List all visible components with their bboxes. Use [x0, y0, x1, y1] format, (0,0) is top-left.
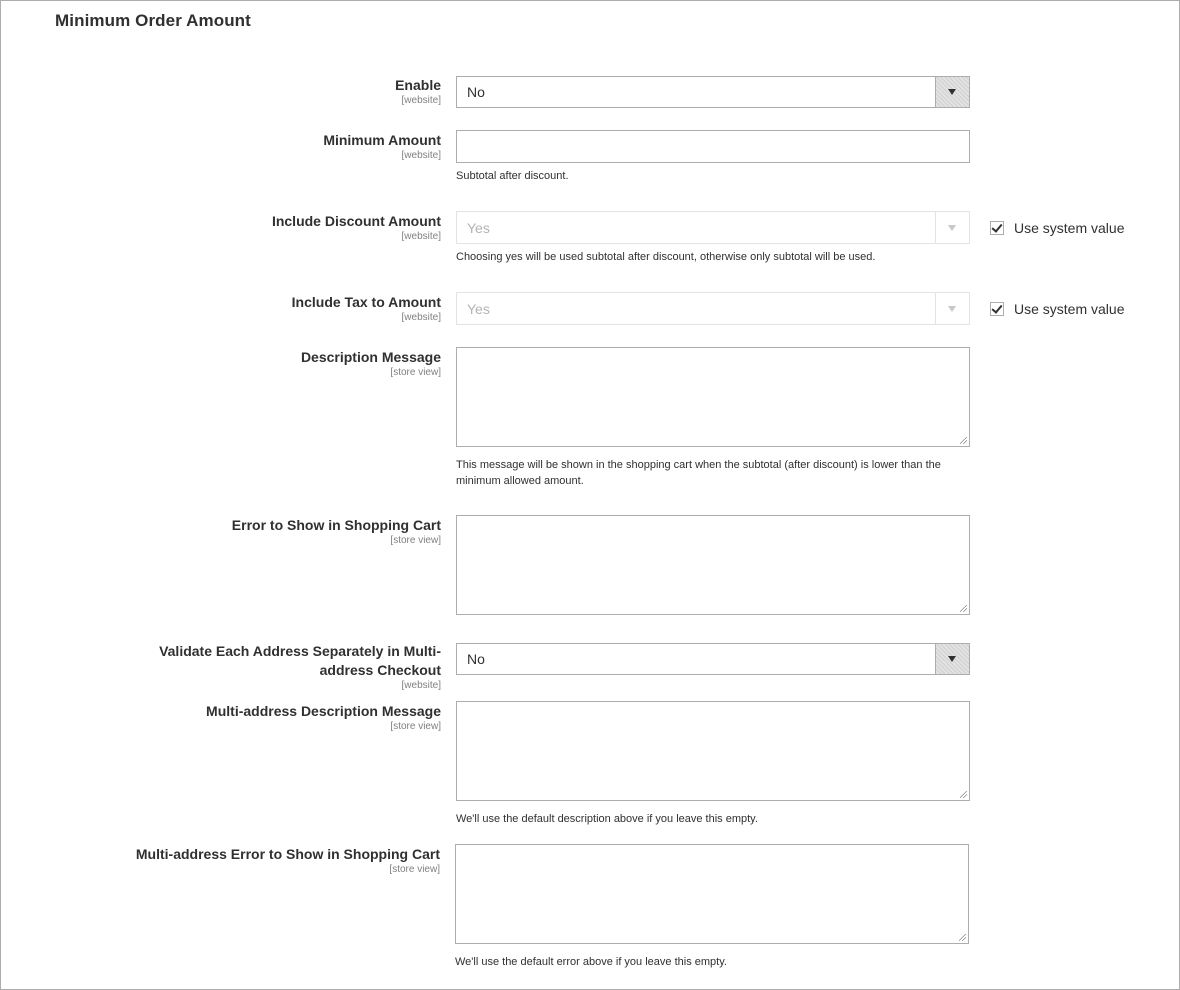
include-tax-use-system-checkbox[interactable]	[990, 302, 1004, 316]
include-tax-use-system-label[interactable]: Use system value	[1014, 301, 1125, 317]
resize-grip-icon[interactable]	[960, 437, 967, 444]
minimum-amount-note: Subtotal after discount.	[456, 170, 569, 182]
resize-grip-icon[interactable]	[960, 605, 967, 612]
validate-each-address-label: Validate Each Address Separately in Multi-address Checkout	[159, 643, 441, 678]
enable-select[interactable]	[456, 76, 970, 108]
include-discount-select-toggle[interactable]	[935, 212, 969, 243]
include-discount-select[interactable]	[456, 211, 970, 244]
multi-error-scope: [store view]	[389, 864, 440, 875]
description-message-scope: [store view]	[390, 367, 441, 378]
enable-select-toggle[interactable]	[935, 77, 969, 107]
error-message-textarea[interactable]	[456, 515, 970, 615]
resize-grip-icon[interactable]	[960, 791, 967, 798]
multi-description-note: We'll use the default description above if you leave this empty.	[456, 813, 758, 825]
multi-error-label: Multi-address Error to Show in Shopping Cart	[135, 846, 440, 862]
error-message-label: Error to Show in Shopping Cart	[231, 517, 441, 533]
include-tax-select-value: Yes	[467, 301, 490, 317]
multi-error-textarea[interactable]	[455, 844, 969, 944]
include-discount-select-value: Yes	[467, 220, 490, 236]
description-message-note: This message will be shown in the shopping cart when the subtotal (after discount) is lower than the minimum allowed amount.	[456, 459, 941, 487]
include-discount-use-system-label[interactable]: Use system value	[1014, 220, 1125, 236]
multi-error-note: We'll use the default error above if you leave this empty.	[455, 956, 727, 968]
checkmark-icon	[991, 302, 1002, 314]
chevron-down-icon	[948, 656, 956, 662]
include-tax-use-system[interactable]	[990, 300, 1124, 318]
multi-description-textarea[interactable]	[456, 701, 970, 801]
description-message-textarea[interactable]	[456, 347, 970, 447]
multi-description-label: Multi-address Description Message	[206, 703, 441, 719]
multi-description-scope: [store view]	[390, 721, 441, 732]
checkmark-icon	[991, 221, 1002, 233]
resize-grip-icon[interactable]	[959, 934, 966, 941]
section-title[interactable]: Minimum Order Amount	[55, 11, 251, 30]
chevron-down-icon	[948, 89, 956, 95]
include-discount-use-system-checkbox[interactable]	[990, 221, 1004, 235]
include-discount-use-system[interactable]	[990, 219, 1124, 237]
include-tax-scope: [website]	[401, 312, 441, 323]
validate-each-address-select[interactable]	[456, 643, 970, 675]
include-discount-label: Include Discount Amount	[271, 213, 441, 229]
include-tax-select-toggle[interactable]	[935, 293, 969, 324]
validate-each-address-scope: [website]	[401, 680, 441, 691]
minimum-amount-input[interactable]	[456, 130, 970, 163]
enable-select-value: No	[467, 84, 485, 100]
minimum-amount-scope: [website]	[401, 150, 441, 161]
include-tax-select[interactable]	[456, 292, 970, 325]
enable-label: Enable	[395, 77, 441, 93]
include-tax-label: Include Tax to Amount	[291, 294, 441, 310]
minimum-amount-label: Minimum Amount	[323, 132, 441, 148]
include-discount-note: Choosing yes will be used subtotal after discount, otherwise only subtotal will be used.	[456, 251, 876, 263]
description-message-label: Description Message	[300, 349, 441, 365]
chevron-down-icon	[948, 225, 956, 231]
include-discount-scope: [website]	[401, 231, 441, 242]
enable-scope: [website]	[401, 95, 441, 106]
chevron-down-icon	[948, 306, 956, 312]
validate-each-address-select-value: No	[467, 651, 485, 667]
validate-each-address-select-toggle[interactable]	[935, 644, 969, 674]
error-message-scope: [store view]	[390, 535, 441, 546]
